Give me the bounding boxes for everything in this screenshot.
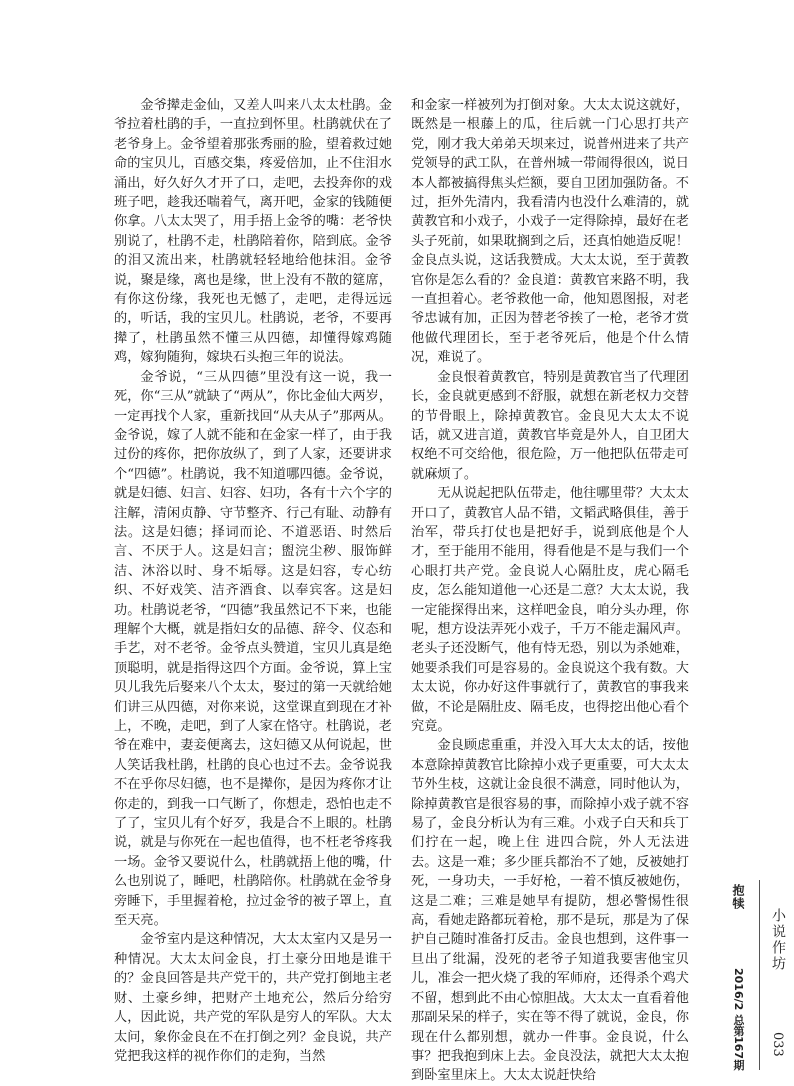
paragraph-1: 金爷撵走金仙，又差人叫来八太太杜鹃。金爷拉着杜鹃的手，一直拉到怀里。杜鹃就伏在了老爷身上。金爷望着那张秀丽的脸，望着救过她命的宝贝儿，百感交集，疼爱倍加，止不住泪水涌出，好久好久才开了口，走吧，去投奔你的戏班子吧，趁我还喘着气，离开吧，金家的钱随便你拿。八太太哭了，用手捂上金爷的嘴：老爷快别说了，杜鹃不走，杜鹃陪着你，陪到底。金爷的泪又流出来，杜鹃就轻轻地给他抹泪。金爷说，聚是缘，离也是缘，世上没有不散的筵席，有你这份缘，我死也无憾了，走吧，走得远远的，听话，我的宝贝儿。杜鹃说，老爷，不要再撵了，杜鹃虽然不懂三从四德，却懂得嫁鸡随鸡，嫁狗随狗，嫁块石头抱三年的说法。	[114, 98, 392, 366]
issue-info: 2016/2 总第167期	[732, 968, 745, 1071]
paragraph-4: 和金家一样被列为打倒对象。大太太说这就好，既然是一根藤上的瓜，往后就一门心思打共产党，刚才我大弟弟天坝来过，说普州进来了共产党领导的武工队，在普州城一带闹得很凶，说日本人都被搞得焦头烂额，要自卫团加强防备。不过，拒外先清内，我看清内也没什么难清的，就黄教官和小戏子，小戏子一定得除掉，最好在老头子死前，如果耽搁到之后，还真怕她造反呢！金良点头说，这话我赞成。大太太说，至于黄教官你是怎么看的？金良道：黄教官来路不明，我一直担着心。老爷救他一命，他知恩图报，对老爷忠诚有加，正因为替老爷挨了一枪，老爷才赏他做代理团长，至于老爷死后，他是个什么情况，难说了。	[411, 98, 689, 366]
section-title: 小说作坊	[770, 908, 786, 972]
left-text-column	[114, 96, 392, 1066]
right-text-column	[411, 96, 689, 1086]
paragraph-2: 金爷说，“三从四德”里没有这一说，我一死，你“三从”就缺了“两从”，你比金仙大两岁，一定再找个人家，重新找回“从夫从子”那两从。金爷说，嫁了人就不能和在金家一样了，由于我过份的疼你，把你放纵了，到了人家，还要讲求个“四德”。杜鹃说，我不知道哪四德。金爷说，就是妇德、妇言、妇容、妇功，各有十六个字的注解，清闲贞静、守节整齐、行己有耻、动静有法。这是妇德；择词而论、不道恶语、时然后言、不厌于人。这是妇言；盥浣尘秽、服饰鲜洁、沐浴以时、身不垢辱。这是妇容，专心纺织、不好戏笑、洁齐酒食、以奉宾客。这是妇功。杜鹃说老爷，“四德”我虽然记不下来，也能理解个大概，就是指妇女的品德、辞令、仪态和手艺，对不老爷。金爷点头赞道，宝贝儿真是绝顶聪明，就是指得这四个方面。金爷说，算上宝贝儿我先后娶来八个太太，娶过的第一天就给她们讲三从四德，对你来说，这堂课直到现在才补上，不晚，走吧，到了人家在恪守。杜鹃说，老爷在难中，妻妾便离去，这妇德又从何说起，世人笑话我杜鹃，杜鹃的良心也过不去。金爷说我不在乎你尽妇德，也不是撵你，是因为疼你才让你走的，到我一口气断了，你想走，恐怕也走不了了，宝贝儿有个好歹，我是合不上眼的。杜鹃说，就是与你死在一起也值得，也不枉老爷疼我一场。金爷又要说什么，杜鹃就捂上他的嘴，什么也别说了，睡吧，杜鹃陪你。杜鹃就在金爷身旁睡下，手里握着枪，拉过金爷的被子罩上，直至天亮。	[114, 369, 392, 929]
paragraph-7: 金良顾虑重重，并没入耳大太太的话，按他本意除掉黄教官比除掉小戏子更重要，可大太太节外生枝，这就让金良很不满意，同时他认为，除掉黄教官是很容易的事，而除掉小戏子就不容易了，金良分析认为有三难。小戏子白天和兵丁们拧在一起，晚上住 进四合院，外人无法进去。这是一难；多少匪兵都治不了她，反被她打死，一身功夫，一手好枪，一着不慎反被她伤，这是二难；三难是她早有提防，想必警惕性很高，看她走路都玩着枪，那不是玩，那是为了保护自己随时准备打反击。金良也想到，这件事一旦出了纰漏，没死的老爷子知道我要害他宝贝儿，准会一把火烧了我的军师府，还得杀个鸡犬不留，想到此不由心惊胆战。大太太一直看着他那副呆呆的样子，实在等不得了就说，金良，你现在什么都别想，就办一件事。金良说，什么事？把我抱到床上去。金良没法，就把大太太抱到卧室里床上。大太太说赶快给	[411, 738, 689, 1084]
paragraph-5: 金良恨着黄教官，特别是黄教官当了代理团长，金良就更感到不舒服，就想在新老权力交替的节骨眼上，除掉黄教官。金良见大太太不说话，就又进言道，黄教官毕竟是外人，自卫团大权绝不可交给他，很危险，万一他把队伍带走可就麻烦了。	[411, 369, 689, 482]
paragraph-3: 金爷室内是这种情况，大太太室内又是另一种情况。大太太问金良，打土豪分田地是谁干的？金良回答是共产党干的，共产党打倒地主老财、土豪乡绅，把财产土地充公，然后分给穷人，因此说，共产党的军队是穷人的军队。大太太问，象你金良在不在打倒之列？金良说，共产党把我这样的视作你们的走狗，当然	[114, 932, 392, 1064]
paragraph-6: 无从说起把队伍带走，他往哪里带？大太太开口了，黄教官人品不错，文韬武略俱佳，善于治军，带兵打仗也是把好手，说到底他是个人才，至于能用不能用，得看他是不是与我们一个心眼打共产党。金良说人心隔肚皮，虎心隔毛皮，怎么能知道他一心还是二意？大太太说，我一定能探得出来，这样吧金良，咱分头办理，你呢，想方设法弄死小戏子，千万不能走漏风声。老头子还没断气，他有恃无恐，别以为杀她难，她要杀我们可是容易的。金良说这个我有数。大太太说，你办好这件事就行了，黄教官的事我来做，不论是隔肚皮、隔毛皮，也得挖出他心看个究竟。	[411, 486, 689, 734]
page-number: 033	[770, 1032, 785, 1057]
magazine-name: 抱犊	[731, 884, 745, 910]
sidebar-divider	[759, 880, 760, 1070]
page-sidebar	[722, 0, 794, 1078]
